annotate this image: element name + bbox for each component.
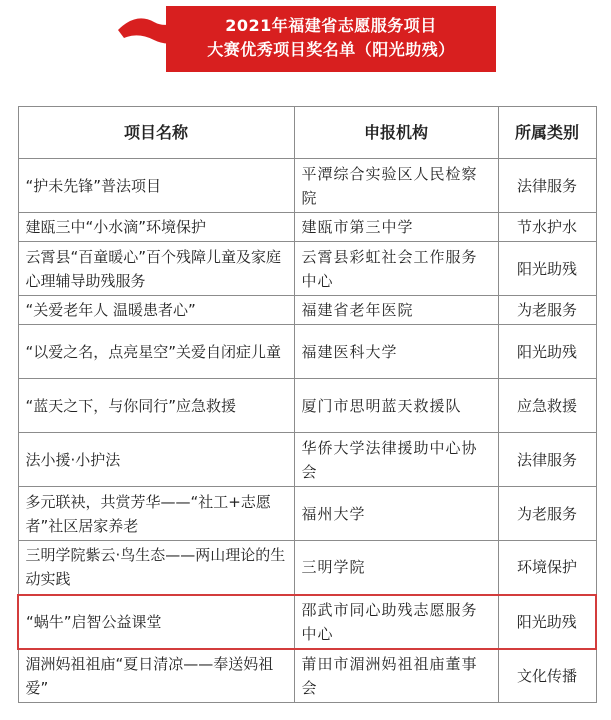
header-category: 所属类别 bbox=[498, 107, 596, 159]
table-header-row bbox=[18, 107, 596, 159]
category-cell: 为老服务 bbox=[498, 296, 596, 325]
category-cell: 节水护水 bbox=[498, 213, 596, 242]
organization-cell: 云霄县彩虹社会工作服务中心 bbox=[294, 242, 498, 296]
banner-area bbox=[0, 0, 611, 90]
organization-cell: 福建医科大学 bbox=[294, 325, 498, 379]
project-name-cell: 湄洲妈祖祖庙“夏日清凉——奉送妈祖爱” bbox=[18, 649, 294, 703]
table-row bbox=[18, 296, 596, 325]
table-row bbox=[18, 159, 596, 213]
table-row bbox=[18, 541, 596, 595]
project-name-cell: 法小援·小护法 bbox=[18, 433, 294, 487]
award-table bbox=[17, 106, 597, 703]
header-project-name: 项目名称 bbox=[18, 107, 294, 159]
project-name-cell: “蜗牛”启智公益课堂 bbox=[18, 595, 294, 649]
project-name-cell: “护未先锋”普法项目 bbox=[18, 159, 294, 213]
table-row bbox=[18, 487, 596, 541]
project-name-cell: 云霄县“百童暖心”百个残障儿童及家庭心理辅导助残服务 bbox=[18, 242, 294, 296]
organization-cell: 平潭综合实验区人民检察院 bbox=[294, 159, 498, 213]
table-row bbox=[18, 325, 596, 379]
category-cell: 环境保护 bbox=[498, 541, 596, 595]
organization-cell: 邵武市同心助残志愿服务中心 bbox=[294, 595, 498, 649]
table-row bbox=[18, 649, 596, 703]
category-cell: 法律服务 bbox=[498, 433, 596, 487]
organization-cell: 厦门市思明蓝天救援队 bbox=[294, 379, 498, 433]
title-banner bbox=[166, 6, 496, 72]
highlighted-table-row bbox=[18, 595, 596, 649]
project-name-cell: 三明学院紫云·鸟生态——两山理论的生动实践 bbox=[18, 541, 294, 595]
category-cell: 阳光助残 bbox=[498, 325, 596, 379]
title-line-1: 2021年福建省志愿服务项目 bbox=[225, 16, 437, 35]
category-cell: 应急救援 bbox=[498, 379, 596, 433]
category-cell: 法律服务 bbox=[498, 159, 596, 213]
project-name-cell: “关爱老年人 温暖患者心” bbox=[18, 296, 294, 325]
category-cell: 阳光助残 bbox=[498, 595, 596, 649]
project-name-cell: “蓝天之下，与你同行”应急救援 bbox=[18, 379, 294, 433]
category-cell: 文化传播 bbox=[498, 649, 596, 703]
organization-cell: 三明学院 bbox=[294, 541, 498, 595]
table-row bbox=[18, 379, 596, 433]
table-row bbox=[18, 433, 596, 487]
organization-cell: 福建省老年医院 bbox=[294, 296, 498, 325]
header-organization: 申报机构 bbox=[294, 107, 498, 159]
title-line-2: 大赛优秀项目奖名单（阳光助残） bbox=[207, 40, 455, 59]
table-row bbox=[18, 213, 596, 242]
table-row bbox=[18, 242, 596, 296]
category-cell: 为老服务 bbox=[498, 487, 596, 541]
category-cell: 阳光助残 bbox=[498, 242, 596, 296]
organization-cell: 莆田市湄洲妈祖祖庙董事会 bbox=[294, 649, 498, 703]
project-name-cell: “以爱之名，点亮星空”关爱自闭症儿童 bbox=[18, 325, 294, 379]
organization-cell: 华侨大学法律援助中心协会 bbox=[294, 433, 498, 487]
project-name-cell: 建瓯三中“小水滴”环境保护 bbox=[18, 213, 294, 242]
organization-cell: 建瓯市第三中学 bbox=[294, 213, 498, 242]
organization-cell: 福州大学 bbox=[294, 487, 498, 541]
project-name-cell: 多元联袂，共赏芳华——“社工+志愿者”社区居家养老 bbox=[18, 487, 294, 541]
